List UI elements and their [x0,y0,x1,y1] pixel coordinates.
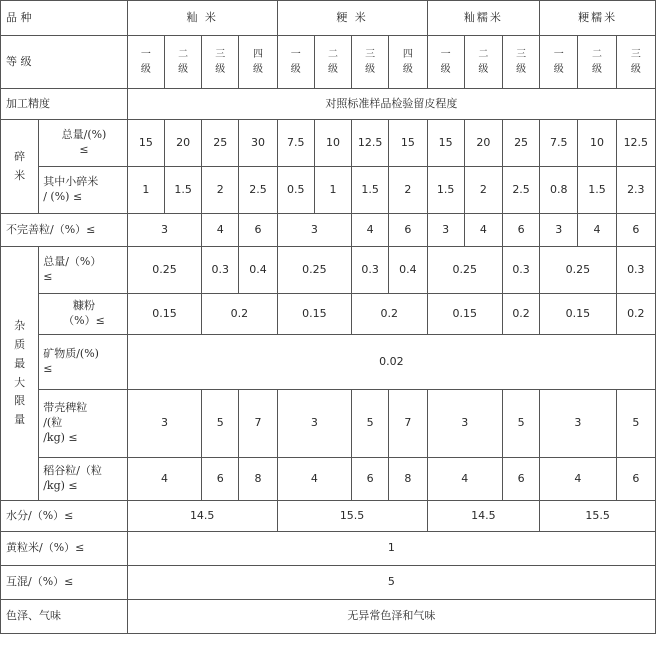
impurity-group-char: 最 [14,356,26,370]
grade-cell: 二 级 [464,36,502,89]
table-cell: 15 [427,120,464,167]
table-cell: 25 [202,120,239,167]
table-cell: 3 [540,390,616,458]
table-cell: 1 [127,167,164,214]
color-odor-row [1,600,656,634]
table-cell: 5 [502,390,539,458]
table-cell: 4 [352,214,389,247]
table-cell: 5 [127,566,655,600]
broken-small-label: 其中小碎米 / (%) ≤ [39,167,128,214]
table-cell: 6 [616,214,655,247]
table-cell: 6 [616,458,655,501]
table-cell: 3 [127,214,201,247]
table-cell: 6 [502,458,539,501]
table-cell: 0.2 [202,294,277,335]
grade-cell: 三 级 [502,36,539,89]
grade-cell: 三 级 [616,36,655,89]
grade-cell: 二 级 [578,36,616,89]
table-cell: 1.5 [427,167,464,214]
table-cell: 7.5 [540,120,578,167]
table-cell: 20 [464,120,502,167]
table-cell: 14.5 [127,501,277,532]
type-glutinous-indica: 籼糯米 [427,1,540,36]
table-cell: 0.2 [616,294,655,335]
table-cell: 0.3 [502,247,539,294]
table-cell: 3 [277,214,351,247]
grade-cell: 三 级 [202,36,239,89]
table-cell: 4 [427,458,502,501]
impurity-husk-row [1,390,656,458]
table-cell: 7.5 [277,120,314,167]
table-cell: 4 [127,458,201,501]
table-cell: 3 [427,214,464,247]
table-cell: 4 [578,214,616,247]
impurity-group-char: 大 [14,375,26,389]
table-cell: 0.3 [202,247,239,294]
table-cell: 0.4 [239,247,277,294]
table-cell: 2 [389,167,427,214]
impurity-group-char: 限 [14,394,26,408]
table-cell: 25 [502,120,539,167]
table-cell: 10 [314,120,351,167]
table-cell: 0.4 [389,247,427,294]
table-cell: 2.5 [502,167,539,214]
broken-group-char: 米 [14,168,26,182]
table-cell: 无异常色泽和气味 [127,600,655,634]
table-cell: 15 [127,120,164,167]
table-cell: 0.15 [127,294,201,335]
impurity-bran-label: 糠粉 （%）≤ [39,294,128,335]
header-grade-row [1,36,656,89]
moisture-row [1,501,656,532]
table-cell: 0.15 [540,294,616,335]
grade-cell: 一 级 [540,36,578,89]
table-cell: 6 [389,214,427,247]
processing-row [1,89,656,120]
impurity-group-label [1,247,39,501]
impurity-group-char: 质 [14,338,26,352]
table-cell: 3 [540,214,578,247]
table-cell: 6 [502,214,539,247]
impurity-husk-label: 带壳稗粒 /(粒 /kg) ≤ [39,390,128,458]
impurity-mineral-label: 矿物质/(%) ≤ [39,335,128,390]
processing-value: 对照标准样品检验留皮程度 [127,89,655,120]
table-cell: 5 [616,390,655,458]
table-cell: 8 [239,458,277,501]
yellow-label: 黄粒米/（%）≤ [1,532,128,566]
table-cell: 3 [277,390,351,458]
table-cell: 4 [540,458,616,501]
table-cell: 0.25 [427,247,502,294]
grade-cell: 一 级 [127,36,164,89]
color-odor-label: 色泽、气味 [1,600,128,634]
table-cell: 0.8 [540,167,578,214]
table-cell: 6 [352,458,389,501]
table-cell: 20 [164,120,201,167]
type-indica: 籼 米 [127,1,277,36]
table-cell: 5 [202,390,239,458]
table-cell: 0.5 [277,167,314,214]
table-cell: 1 [127,532,655,566]
table-cell: 6 [239,214,277,247]
type-glutinous-japonica: 粳糯米 [540,1,656,36]
table-cell: 0.2 [502,294,539,335]
header-variety-row [1,1,656,36]
impurity-group-char: 杂 [14,319,26,333]
table-cell: 0.25 [540,247,616,294]
impurity-paddy-row [1,458,656,501]
broken-total-row [1,120,656,167]
impurity-bran-row [1,294,656,335]
table-cell: 0.3 [616,247,655,294]
table-cell: 7 [239,390,277,458]
grade-cell: 四 级 [389,36,427,89]
table-cell: 0.25 [127,247,201,294]
impurity-group-char: 量 [14,412,26,426]
processing-label: 加工精度 [1,89,128,120]
table-cell: 12.5 [616,120,655,167]
broken-total-label: 总量/(%) ≤ [39,120,128,167]
table-cell: 2 [464,167,502,214]
table-cell: 2 [202,167,239,214]
table-cell: 15.5 [540,501,656,532]
table-cell: 14.5 [427,501,540,532]
type-japonica: 粳 米 [277,1,427,36]
moisture-label: 水分/（%）≤ [1,501,128,532]
table-cell: 30 [239,120,277,167]
table-cell: 4 [464,214,502,247]
table-cell: 12.5 [352,120,389,167]
table-cell: 2.3 [616,167,655,214]
imperfect-label: 不完善粒/（%）≤ [1,214,128,247]
grade-cell: 一 级 [427,36,464,89]
table-cell: 3 [127,390,201,458]
mixed-label: 互混/（%）≤ [1,566,128,600]
table-cell: 1.5 [164,167,201,214]
grade-cell: 四 级 [239,36,277,89]
broken-small-row [1,167,656,214]
grade-cell: 三 级 [352,36,389,89]
table-cell: 2.5 [239,167,277,214]
imperfect-row [1,214,656,247]
table-cell: 6 [202,458,239,501]
broken-group-char: 碎 [14,149,26,163]
table-cell: 0.15 [427,294,502,335]
table-cell: 5 [352,390,389,458]
table-cell: 0.3 [352,247,389,294]
table-cell: 7 [389,390,427,458]
impurity-total-row [1,247,656,294]
table-cell: 0.25 [277,247,351,294]
table-cell: 8 [389,458,427,501]
table-cell: 15.5 [277,501,427,532]
impurity-mineral-row [1,335,656,390]
table-cell: 1.5 [352,167,389,214]
table-cell: 1 [314,167,351,214]
yellow-row [1,532,656,566]
table-cell: 15 [389,120,427,167]
table-cell: 10 [578,120,616,167]
table-cell: 1.5 [578,167,616,214]
grade-label: 等 级 [1,36,128,89]
table-cell: 4 [277,458,351,501]
impurity-paddy-label: 稻谷粒/（粒 /kg) ≤ [39,458,128,501]
grade-cell: 二 级 [314,36,351,89]
mixed-row [1,566,656,600]
variety-label: 品 种 [1,1,128,36]
table-cell: 0.2 [352,294,427,335]
broken-group-label [1,120,39,214]
grade-cell: 一 级 [277,36,314,89]
table-cell: 3 [427,390,502,458]
table-cell: 4 [202,214,239,247]
table-cell: 0.02 [127,335,655,390]
table-cell: 0.15 [277,294,351,335]
impurity-total-label: 总量/（%） ≤ [39,247,128,294]
grade-cell: 二 级 [164,36,201,89]
